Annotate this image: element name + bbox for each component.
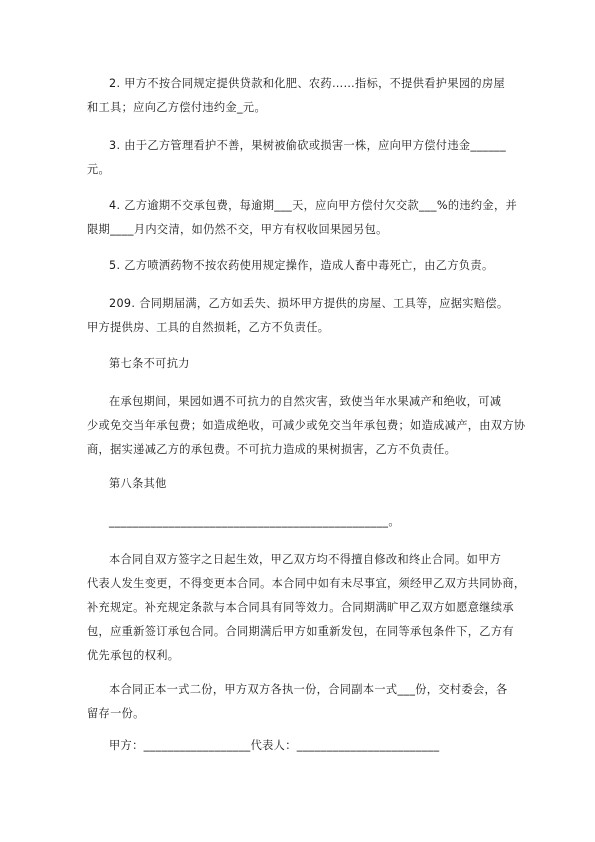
article-7-heading — [87, 352, 525, 376]
clause-2 — [87, 72, 525, 120]
copies-line-2: 留存一份。 — [87, 707, 145, 720]
clause-3-line-1: 3. 由于乙方管理看护不善，果树被偷砍或损害一株，应向甲方偿付违金______ — [109, 139, 507, 152]
clause-209-line-1: 209. 合同期届满，乙方如丢失、损坏甲方提供的房屋、工具等，应据实赔偿。 — [109, 297, 509, 310]
clause-209-line-2: 甲方提供房、工具的自然损耗，乙方不负责任。 — [87, 321, 330, 334]
effect-line-5: 优先承包的权利。 — [87, 649, 180, 662]
article-7-body — [87, 390, 525, 462]
copies-paragraph — [87, 678, 525, 726]
signature-line-text: 甲方：__________________代表人：________________________ — [109, 739, 440, 752]
clause-209 — [87, 292, 525, 340]
clause-5 — [87, 254, 525, 278]
clause-2-line-2: 和工具；应向乙方偿付违约金_元。 — [87, 101, 267, 114]
effect-line-3: 补充规定。补充规定条款与本合同具有同等效力。合同期满旷甲乙双方如愿意继续承 — [87, 601, 514, 614]
article-7-line-1: 在承包期间，果园如遇不可抗力的自然灾害，致使当年水果减产和绝收，可减 — [109, 395, 502, 408]
article-8-heading-text: 第八条其他 — [109, 477, 167, 490]
effect-line-2: 代表人发生变更，不得变更本合同。本合同中如有未尽事宜，须经甲乙双方共同协商， — [87, 577, 526, 590]
clause-4-line-2: 限期____月内交清，如仍然不交，甲方有权收回果园另包。 — [87, 223, 388, 236]
article-7-line-2: 少或免交当年承包费；如造成绝收，可减少或免交当年承包费；如造成减产，由双方协 — [87, 419, 526, 432]
effect-paragraph — [87, 548, 525, 668]
clause-4-line-1: 4. 乙方逾期不交承包费，每逾期___天，应向甲方偿付欠交款___%的违约金，并 — [109, 199, 518, 212]
clause-5-line-1: 5. 乙方喷洒药物不按农药使用规定操作，造成人畜中毒死亡，由乙方负责。 — [109, 259, 494, 272]
clause-2-line-1: 2. 甲方不按合同规定提供贷款和化肥、农药……指标，不提供看护果园的房屋 — [109, 77, 506, 90]
article-8-heading — [87, 472, 525, 496]
effect-line-1: 本合同自双方签字之日起生效，甲乙双方均不得擅自修改和终止合同。如甲方 — [109, 553, 502, 566]
effect-line-4: 包，应重新签订承包合同。合同期满后甲方如重新发包，在同等承包条件下，乙方有 — [87, 625, 514, 638]
clause-4 — [87, 194, 525, 242]
article-8-blank — [87, 510, 525, 534]
copies-line-1: 本合同正本一式二份，甲方双方各执一份，合同副本一式___份，交村委会，各 — [109, 683, 508, 696]
article-7-line-3: 商，据实递减乙方的承包费。不可抗力造成的果树损害，乙方不负责任。 — [87, 443, 457, 456]
article-8-blank-text: _______________________________________________。 — [109, 515, 400, 528]
signature-line — [87, 734, 525, 758]
clause-3 — [87, 134, 525, 182]
article-7-heading-text: 第七条不可抗力 — [109, 357, 190, 370]
clause-3-line-2: 元。 — [87, 163, 111, 176]
